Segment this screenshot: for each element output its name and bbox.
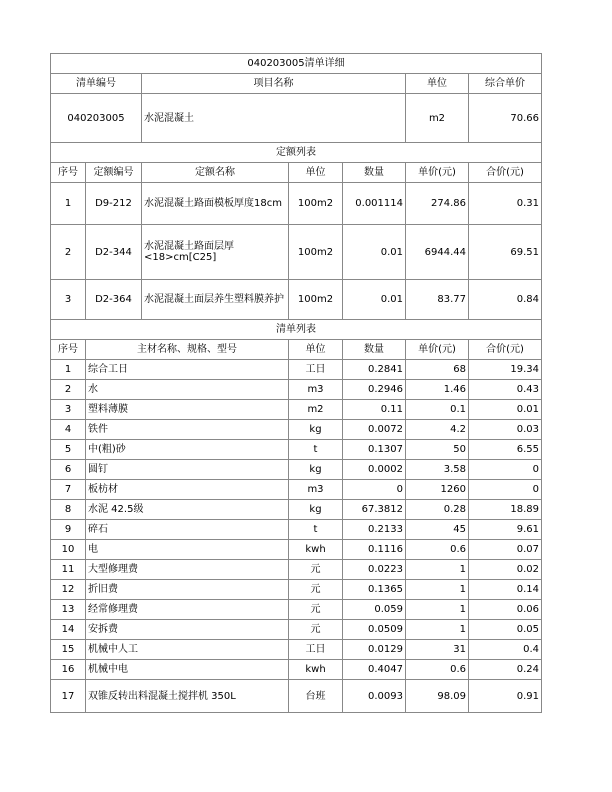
material-column-header: 单价(元) [406,340,469,360]
material-row-name: 电 [86,540,289,560]
quota-row-total: 69.51 [469,225,542,280]
quota-row-price: 83.77 [406,280,469,320]
quota-column-header: 合价(元) [469,163,542,183]
material-row-name: 综合工日 [86,360,289,380]
material-row-total: 0.03 [469,420,542,440]
material-row-name: 板枋材 [86,480,289,500]
material-row-name: 安拆费 [86,620,289,640]
material-row-price: 4.2 [406,420,469,440]
quota-row-no: 1 [51,183,86,225]
material-row-no: 11 [51,560,86,580]
material-row-price: 50 [406,440,469,460]
material-row-qty: 0.2841 [343,360,406,380]
material-row-name: 铁件 [86,420,289,440]
material-row-no: 8 [51,500,86,520]
material-row [51,540,542,560]
quota-row-qty: 0.01 [343,225,406,280]
material-row [51,620,542,640]
material-row-name: 碎石 [86,520,289,540]
material-row-qty: 0.0093 [343,680,406,713]
quota-row-qty: 0.01 [343,280,406,320]
material-header-row [51,340,542,360]
material-row-qty: 0 [343,480,406,500]
material-row-price: 31 [406,640,469,660]
material-row [51,660,542,680]
material-row [51,520,542,540]
quota-section-title: 定额列表 [51,143,542,163]
material-row-total: 0.01 [469,400,542,420]
material-row-unit: m2 [289,400,343,420]
material-row-total: 0.4 [469,640,542,660]
material-row-unit: t [289,440,343,460]
material-row-total: 0.06 [469,600,542,620]
material-row-total: 0.07 [469,540,542,560]
material-row [51,480,542,500]
material-row-total: 0 [469,480,542,500]
quota-row [51,183,542,225]
material-row-name: 中(粗)砂 [86,440,289,460]
material-row-total: 0.02 [469,560,542,580]
quota-header-row [51,163,542,183]
material-row [51,380,542,400]
material-column-header: 单位 [289,340,343,360]
material-row-name: 折旧费 [86,580,289,600]
material-row-qty: 0.0072 [343,420,406,440]
material-row-total: 9.61 [469,520,542,540]
material-row-unit: kwh [289,660,343,680]
material-row-total: 0.24 [469,660,542,680]
material-row-unit: 元 [289,580,343,600]
quota-row-total: 0.84 [469,280,542,320]
material-row-price: 0.1 [406,400,469,420]
quota-row-qty: 0.001114 [343,183,406,225]
material-row-name: 水泥 42.5级 [86,500,289,520]
material-row-no: 17 [51,680,86,713]
material-row-qty: 0.2133 [343,520,406,540]
material-row [51,420,542,440]
material-row-qty: 0.1307 [343,440,406,460]
bill-item-name: 水泥混凝土 [142,94,406,143]
quota-column-header: 单价(元) [406,163,469,183]
material-column-header: 序号 [51,340,86,360]
material-row-name: 机械中电 [86,660,289,680]
material-row [51,680,542,713]
material-row-total: 0.14 [469,580,542,600]
material-row-price: 0.6 [406,660,469,680]
material-row [51,460,542,480]
header-code-label: 清单编号 [51,74,142,94]
material-row-unit: m3 [289,480,343,500]
material-row-unit: t [289,520,343,540]
material-row-no: 3 [51,400,86,420]
material-column-header: 数量 [343,340,406,360]
material-row-qty: 0.2946 [343,380,406,400]
bill-unit: m2 [406,94,469,143]
material-row-total: 0.91 [469,680,542,713]
material-row-no: 7 [51,480,86,500]
material-row-no: 10 [51,540,86,560]
material-row-no: 5 [51,440,86,460]
material-row-price: 1 [406,580,469,600]
material-row-name: 双锥反转出料混凝土搅拌机 350L [86,680,289,713]
quota-row-no: 2 [51,225,86,280]
material-row-price: 1 [406,620,469,640]
material-row-total: 0.43 [469,380,542,400]
material-row-unit: 元 [289,560,343,580]
material-row-no: 1 [51,360,86,380]
quota-row-name: 水泥混凝土面层养生塑料膜养护 [142,280,289,320]
material-row-name: 圆钉 [86,460,289,480]
quota-row-code: D2-344 [86,225,142,280]
quota-column-header: 定额编号 [86,163,142,183]
material-row-unit: m3 [289,380,343,400]
material-row-price: 98.09 [406,680,469,713]
material-row-qty: 0.0223 [343,560,406,580]
quota-row [51,280,542,320]
material-row-name: 水 [86,380,289,400]
material-row-qty: 0.1116 [343,540,406,560]
header-name-label: 项目名称 [142,74,406,94]
material-row-qty: 0.0129 [343,640,406,660]
quota-row-no: 3 [51,280,86,320]
material-row-unit: kg [289,460,343,480]
bill-code: 040203005 [51,94,142,143]
material-row-total: 18.89 [469,500,542,520]
material-row-unit: 台班 [289,680,343,713]
material-row-price: 1.46 [406,380,469,400]
material-row-name: 塑料薄膜 [86,400,289,420]
material-row-total: 6.55 [469,440,542,460]
material-row-name: 大型修理费 [86,560,289,580]
table-title: 040203005清单详细 [51,54,542,74]
material-row-qty: 0.0002 [343,460,406,480]
material-row-unit: kwh [289,540,343,560]
material-row-price: 1 [406,600,469,620]
material-row-no: 6 [51,460,86,480]
material-row-total: 0 [469,460,542,480]
material-row [51,400,542,420]
material-row [51,580,542,600]
material-row-price: 1260 [406,480,469,500]
material-row-no: 12 [51,580,86,600]
quota-row-total: 0.31 [469,183,542,225]
material-row [51,500,542,520]
material-row-price: 68 [406,360,469,380]
quota-row-unit: 100m2 [289,280,343,320]
material-row-unit: kg [289,500,343,520]
material-row-qty: 0.4047 [343,660,406,680]
material-row-total: 19.34 [469,360,542,380]
quota-row-unit: 100m2 [289,225,343,280]
quota-row [51,225,542,280]
material-row-no: 9 [51,520,86,540]
material-row [51,640,542,660]
material-row-total: 0.05 [469,620,542,640]
material-row-unit: 元 [289,620,343,640]
material-row-qty: 0.1365 [343,580,406,600]
quota-row-price: 6944.44 [406,225,469,280]
material-row-price: 0.28 [406,500,469,520]
material-row-no: 4 [51,420,86,440]
material-row [51,560,542,580]
header-price-label: 综合单价 [469,74,542,94]
material-column-header: 合价(元) [469,340,542,360]
material-row-price: 45 [406,520,469,540]
quota-column-header: 序号 [51,163,86,183]
material-row [51,360,542,380]
material-row-unit: 元 [289,600,343,620]
material-row [51,600,542,620]
material-row-unit: kg [289,420,343,440]
material-row-no: 16 [51,660,86,680]
quota-row-unit: 100m2 [289,183,343,225]
material-row-qty: 0.059 [343,600,406,620]
bill-detail-table [50,53,542,713]
material-row-price: 3.58 [406,460,469,480]
material-row-name: 机械中人工 [86,640,289,660]
quota-row-name: 水泥混凝土路面层厚<18>cm[C25] [142,225,289,280]
material-column-header: 主材名称、规格、型号 [86,340,289,360]
material-row [51,440,542,460]
header-unit-label: 单位 [406,74,469,94]
material-row-qty: 67.3812 [343,500,406,520]
material-row-price: 0.6 [406,540,469,560]
quota-row-name: 水泥混凝土路面模板厚度18cm [142,183,289,225]
material-row-no: 13 [51,600,86,620]
bill-unit-price: 70.66 [469,94,542,143]
material-row-name: 经常修理费 [86,600,289,620]
quota-row-code: D9-212 [86,183,142,225]
material-row-no: 2 [51,380,86,400]
material-section-title: 清单列表 [51,320,542,340]
material-row-no: 15 [51,640,86,660]
material-row-qty: 0.11 [343,400,406,420]
material-row-qty: 0.0509 [343,620,406,640]
material-row-unit: 工日 [289,360,343,380]
quota-column-header: 数量 [343,163,406,183]
material-row-no: 14 [51,620,86,640]
material-row-price: 1 [406,560,469,580]
quota-row-code: D2-364 [86,280,142,320]
quota-column-header: 单位 [289,163,343,183]
quota-column-header: 定额名称 [142,163,289,183]
material-row-unit: 工日 [289,640,343,660]
quota-row-price: 274.86 [406,183,469,225]
